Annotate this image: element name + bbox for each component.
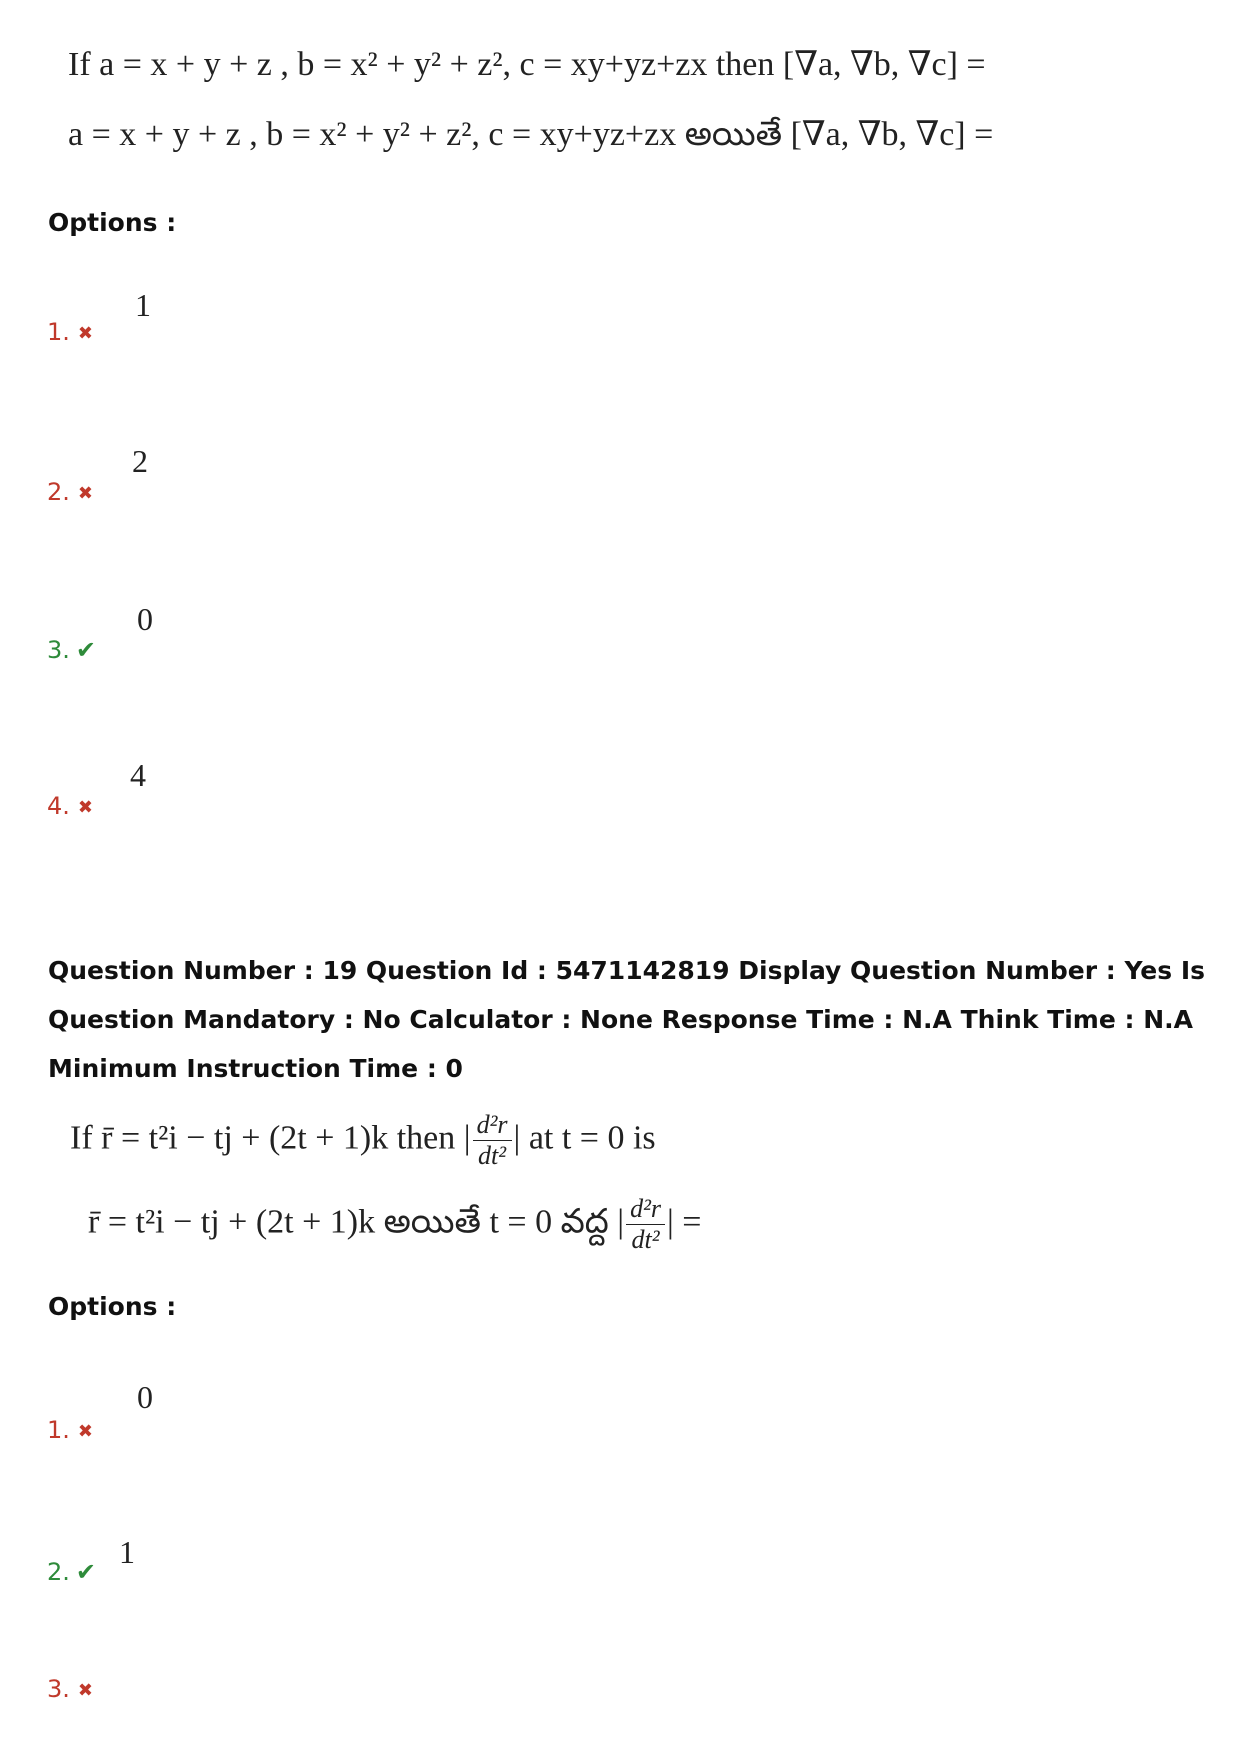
q18-options-label: Options : [48, 208, 177, 237]
fraction-denominator: dt² [631, 1225, 660, 1254]
second-derivative-fraction [473, 1112, 512, 1169]
q19-metadata: Question Number : 19 Question Id : 5471142819 Display Question Number : Yes Is Question Mandatory : No Calculator : None Response Time : N.A Think Time : N.A Minimum Instruction Time : 0 [48, 956, 1206, 1083]
q18-option-4[interactable] [47, 792, 93, 820]
q19-formula-telugu [88, 1196, 701, 1253]
q18-option-1-value: 1 [135, 287, 151, 323]
wrong-icon: ✖ [77, 797, 93, 818]
q19-option-1-number: 1. [47, 1416, 70, 1444]
q18-option-4-number: 4. [47, 792, 70, 820]
q19-formula-telugu-lhs: r̄ = t²i − tj + (2t + 1)k అయితే t = 0 వద్ద | [88, 1203, 625, 1241]
q19-option-3[interactable] [47, 1675, 93, 1703]
wrong-icon: ✖ [77, 1680, 93, 1701]
wrong-icon: ✖ [77, 323, 93, 344]
q18-formula-english: If a = x + y + z , b = x² + y² + z², c = xy+yz+zx then [∇a, ∇b, ∇c] = [68, 46, 986, 83]
wrong-icon: ✖ [77, 483, 93, 504]
q18-option-2-number: 2. [47, 478, 70, 506]
q19-options-label: Options : [48, 1292, 177, 1321]
q18-option-3-number: 3. [47, 636, 70, 664]
q19-option-3-number: 3. [47, 1675, 70, 1703]
q19-formula-english [70, 1112, 656, 1169]
q18-formula-telugu: a = x + y + z , b = x² + y² + z², c = xy+yz+zx అయితే [∇a, ∇b, ∇c] = [68, 116, 994, 153]
q19-formula-english-rhs: | at t = 0 is [513, 1119, 656, 1157]
fraction-numerator: d²r [473, 1112, 512, 1141]
q19-option-1-value: 0 [137, 1379, 153, 1415]
q18-option-3[interactable] [47, 636, 96, 664]
q19-formula-telugu-rhs: | = [667, 1203, 702, 1241]
q18-option-1[interactable] [47, 318, 93, 346]
second-derivative-fraction [626, 1196, 665, 1253]
q19-option-2[interactable] [47, 1558, 96, 1586]
q18-option-2[interactable] [47, 478, 93, 506]
q18-option-2-value: 2 [132, 443, 148, 479]
fraction-numerator: d²r [626, 1196, 665, 1225]
fraction-denominator: dt² [478, 1141, 507, 1170]
q19-option-1[interactable] [47, 1416, 93, 1444]
check-icon: ✔ [75, 636, 97, 664]
q19-formula-english-lhs: If r̄ = t²i − tj + (2t + 1)k then | [70, 1119, 471, 1157]
q18-option-1-number: 1. [47, 318, 70, 346]
q19-option-2-number: 2. [47, 1558, 70, 1586]
q19-option-2-value: 1 [119, 1534, 135, 1570]
check-icon: ✔ [75, 1558, 97, 1586]
wrong-icon: ✖ [77, 1421, 93, 1442]
q18-option-4-value: 4 [130, 757, 146, 793]
q18-option-3-value: 0 [137, 601, 153, 637]
